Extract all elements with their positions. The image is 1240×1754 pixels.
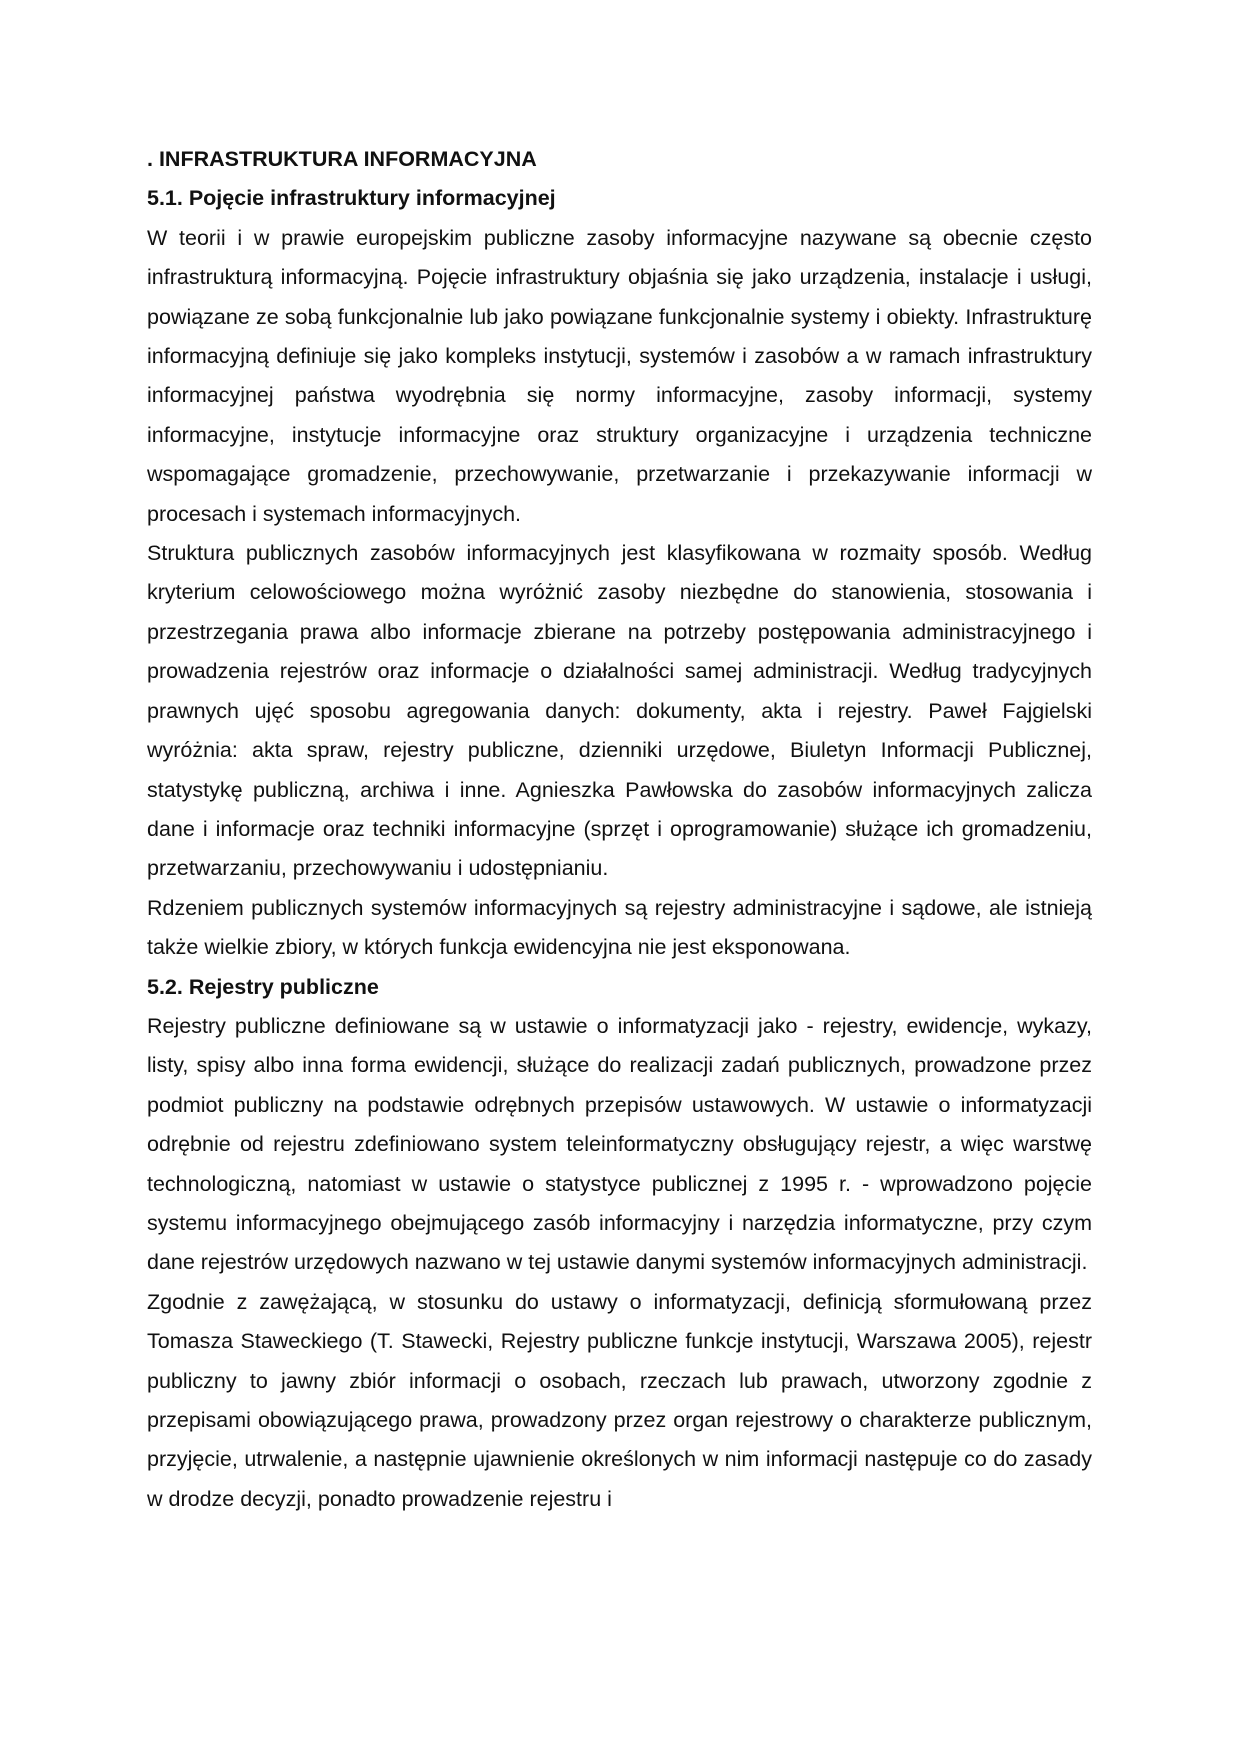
paragraph-registers-core: Rdzeniem publicznych systemów informacyjnych są rejestry administracyjne i sądowe, ale istnieją także wielkie zbiory, w których funkcja ewidencyjna nie jest eksponowana. <box>147 895 1092 960</box>
section-heading-5-2: 5.2. Rejestry publiczne <box>147 974 379 999</box>
paragraph-public-registers-definition: Rejestry publiczne definiowane są w ustawie o informatyzacji jako - rejestry, ewidencje, wykazy, listy, spisy albo inna forma ewidencji, służące do realizacji zadań publicznych, prowadzone przez podmiot publiczny na podstawie odrębnych przepisów ustawowych. W ustawie o informatyzacji odrębnie od rejestru zdefiniowano system teleinformatyczny obsługujący rejestr, a więc warstwę technologiczną, natomiast w ustawie o statystyce publicznej z 1995 r. - wprowadzono pojęcie systemu informacyjnego obejmującego zasób informacyjny i narzędzia informatyczne, przy czym dane rejestrów urzędowych nazwano w tej ustawie danymi systemów informacyjnych administracji. <box>147 1013 1092 1275</box>
paragraph-stawecki-definition: Zgodnie z zawężającą, w stosunku do ustawy o informatyzacji, definicją sformułowaną przez Tomasza Staweckiego (T. Stawecki, Rejestry publiczne funkcje instytucji, Warszawa 2005), rejestr publiczny to jawny zbiór informacji o osobach, rzeczach lub prawach, utworzony zgodnie z przepisami obowiązującego prawa, prowadzony przez organ rejestrowy o charakterze publicznym, przyjęcie, utrwalenie, a następnie ujawnienie określonych w nim informacji następuje co do zasady w drodze decyzji, ponadto prowadzenie rejestru i <box>147 1289 1092 1511</box>
section-heading-5-1: 5.1. Pojęcie infrastruktury informacyjnej <box>147 186 556 211</box>
paragraph-resource-structure: Struktura publicznych zasobów informacyjnych jest klasyfikowana w rozmaity sposób. Według kryterium celowościowego można wyróżnić zasoby niezbędne do stanowienia, stosowania i przestrzegania prawa albo informacje zbierane na potrzeby postępowania administracyjnego i prowadzenia rejestrów oraz informacje o działalności samej administracji. Według tradycyjnych prawnych ujęć sposobu agregowania danych: dokumenty, akta i rejestry. Paweł Fajgielski wyróżnia: akta spraw, rejestry publiczne, dzienniki urzędowe, Biuletyn Informacji Publicznej, statystykę publiczną, archiwa i inne. Agnieszka Pawłowska do zasobów informacyjnych zalicza dane i informacje oraz techniki informacyjne (sprzęt i oprogramowanie) służące ich gromadzeniu, przetwarzaniu, przechowywaniu i udostępnianiu. <box>147 541 1092 881</box>
document-page <box>147 140 1092 1519</box>
document-title: . INFRASTRUKTURA INFORMACYJNA <box>147 147 537 171</box>
paragraph-infrastructure-definition: W teorii i w prawie europejskim publiczne zasoby informacyjne nazywane są obecnie często infrastrukturą informacyjną. Pojęcie infrastruktury objaśnia się jako urządzenia, instalacje i usługi, powiązane ze sobą funkcjonalnie lub jako powiązane funkcjonalnie systemy i obiekty. Infrastrukturę informacyjną definiuje się jako kompleks instytucji, systemów i zasobów a w ramach infrastruktury informacyjnej państwa wyodrębnia się normy informacyjne, zasoby informacji, systemy informacyjne, instytucje informacyjne oraz struktury organizacyjne i urządzenia techniczne wspomagające gromadzenie, przechowywanie, przetwarzanie i przekazywanie informacji w procesach i systemach informacyjnych. <box>147 225 1092 526</box>
